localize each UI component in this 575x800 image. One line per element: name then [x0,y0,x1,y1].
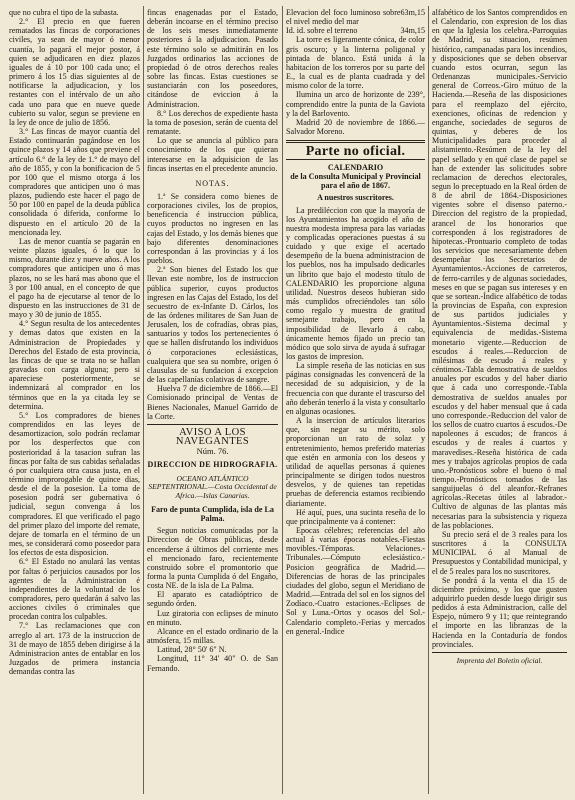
calendar-year: para el año de 1867. [320,181,391,191]
paragraph: que no cubra el tipo de la subasta. [9,8,119,17]
paragraph: 4.° Segun resulta de los antecedentes y demas datos que existen en la Administracion de Propiedades y Derechos del Estado de esta provincia, las fincas de que se trata no se hallan gravadas con carga alguna; pero si apareciese posteriormente, se indemnizará al comprador en los términos que en la ya citada ley se determina. [9,319,140,411]
paragraph: Segun noticias comunicadas por la Direccion de Obras públicas, desde encenderse á últimos del corriente mes el mencionado faro, recientemente construido sobre el promontorio que forma la punta Cumplida ó del Engaño, costa NE. de la isla de La Palma. [147,526,278,591]
column-divider [143,6,144,794]
subscribers-heading: A nuestros suscritores. [317,193,394,203]
divider [147,424,278,425]
printer-imprint: Imprenta del Boletin oficial. [456,655,543,665]
paragraph: Ilumina un arco de horizonte de 239°, comprendido entre la punta de la Gaviota y la del Barlovento. [286,90,425,118]
terrain-value: 34m,15 [400,26,425,36]
column-divider [282,6,283,794]
direccion-heading: DIRECCION DE HIDROGRAFIA. [147,460,278,470]
aviso-title: AVISO A LOS NAVEGANTES [175,426,250,448]
elevation-label: Elevacion del foco luminoso sobre el nivel medio del mar [286,8,401,27]
paragraph: 2.° El precio en que fueren rematados las fincas de corporaciones civiles, ya sean de mayor ó menor cuantía, lo pagará el mejor postor, á quien se adjudicaren en diez plazos iguales de á 10 por 100 cada uno; el primero á los 15 dias siguientes al de notificarse la adjudicacion, y los restantes con el intérvalo de un año cada uno para que en nueve quede cubierto su valor, segun se previene en la ley de once de julio de 1856. [9,17,140,127]
paragraph: Las de menor cuantía se pagarán en veinte plazos iguales, ó lo que lo mismo, durante diez y nueve años. A los compradores que anticipen uno ó mas plazos, no se les hará mas abono que el 3 por 100 anual, en el concepto de que el pago ha de ejecutarse al tenor de lo dispuesto en las instrucciones de 31 de mayo y 30 de junio de 1855. [9,236,140,320]
terrain-label: Id. id. sobre el terreno [286,26,358,36]
calendar-heading: CALENDARIO [327,163,384,173]
aviso-number: Núm. 76. [196,446,229,457]
elevation-row [286,8,425,26]
divider [286,140,425,143]
paragraph: 8.° Los derechos de expediente hasta la toma de posesion, serán de cuenta del rematante. [147,108,278,137]
divider [286,159,425,160]
faro-title: Faro de punta Cumplida, isla de La Palma. [151,504,274,524]
place-date: Huelva 7 de diciembre de 1866.—El Comisionado principal de Ventas de Bienes Nacionales, Manuel Garrido de la Corte. [147,384,278,421]
signature: Madrid 20 de noviembre de 1866.—Salvador Moreno. [286,117,425,137]
paragraph: 3.° Las fincas de mayor cuantía del Estado continuarán pagándose en los quince plazos y 14 años que previene el artículo 6.° de la ley de 1.° de mayo del año de 1855, y con la bonificacion de 5 por 100 que el mismo otorga á los compradores que anticipen uno ó mas plazos, pudiendo este hacer el pago de 50 por 100 en papel de la deuda pública consolidada ó diferida, conforme lo dispuesto en el artículo 20 de la mencionada ley. [9,127,140,237]
notes-heading: NOTAS. [195,178,230,188]
column-4 [432,8,567,794]
paragraph: Su precio será el de 3 reales para los suscritores á la CONSULTA MUNICIPAL ó al Manual de Presupuestos y Contabilidad municipal, y el de 5 reales para los no suscritores. [432,529,567,576]
paragraph: La torre es ligeramente cónica, de color gris oscuro; y la linterna poligonal y pintada de blanco. Está unida á la habitacion de los torreros por su parte del E., la cual es de planta cuadrada y del mismo color de la torre. [286,35,425,91]
paragraph: Luz giratoria con eclipses de minuto en minuto. [147,608,278,627]
paragraph: La prediléccion con que la mayoría de los Ayuntamientos ha acogido el año de nuestra modesta impresa para las variadas y complicadas operaciones puestas á su cuidado y que exige el acertado desempeño de la buena administracion de los pueblos, nos ha impulsado dedicarles un librito que bajo el modesto título de CALENDARIO les proporcione alguna utilidad. Nuestros deseos hubieran sido más cumplidos ofreciéndoles tan sólo como regalo y muestra de gratitud semejante trabajo, pero en la imposibilidad de llevarlo á cabo, únicamente hemos fijado un precio tan módico que solo sirva de ayuda á sufragar los gastos de impresion. [286,205,425,361]
longitude: Longitud, 11° 34' 40" O. de San Fernando. [147,654,278,673]
terrain-row [286,26,425,35]
paragraph: Se pondrá á la venta el dia 15 de diciembre próximo, y los que gusten adquirirlo pueden desde luego dirigir sus pedidos á esta Administracion, calle del Espejo, número 9 y 11; que reintegrando el importe en las libranzas de la Hacienda en la Contaduría de fondos provinciales. [432,575,567,649]
column-2 [147,8,278,794]
column-1 [9,8,140,794]
divider [432,652,567,653]
note: 1.ª Se considera como bienes de corporaciones civiles, los de propios, beneficencia é instruccion pública, cuyos productos no ingresen en las cajas del Estado, y los demás bienes que bajo diferentes denominaciones correspondan á las provincias y á los pueblos. [147,191,278,266]
paragraph: 6.° El Estado no anulará las ventas por faltas ó perjuicios causados por los agentes de la Administracion é independientes de la voluntad de los compradores, pero quedarán á salvo las acciones civiles ó criminales que procedan contra los culpables. [9,557,140,622]
paragraph: Lo que se anuncia al público para conocimiento de los que quieran interesarse en la adquisicion de las fincas insertas en el precedente anuncio. [147,136,278,173]
latitude: Latitud, 28° 50' 6" N. [157,645,227,655]
elevation-value: 63m,15 [400,8,425,17]
paragraph: 7.° Las reclamaciones que con arreglo al art. 173 de la instruccion de 31 de mayo de 1855 deben dirigirse á la Administracion antes de entablar en los Juzgados de primera instancia demandas contra las [9,621,140,677]
column-3 [286,8,425,794]
paragraph: fincas enagenadas por el Estado, deberán incoarse en el término preciso de los seis meses inmediatamente posteriores á la adjudicacion. Pasado este término solo se admitirán en los Juzgados ordinarios las acciones de propiedad ó de otros derechos reales sobre las fincas. Estas cuestiones se sustanciarán con los poseedores, citándose de eviccion á la Administracion. [147,8,278,109]
paragraph: Epocas célebres; referencias del año actual á varias épocas notables.-Fiestas movibles.-Témporas. Velaciones.-Tribunales.—Cómputo eclesiástico.-Posicion geográfica de Madrid.—Diferencias de horas de las principales ciudades del globo, segun el Meridiano de Madrid.—Entrada del sol en los signos del Zodíaco.-Cuatro estaciones.-Eclipses de Sol y Luna.-Ortos y ocasos del Sol.-Calendario completo.-Ferias y mercados en general.-Indice [286,525,425,636]
paragraph: El aparato es catadióptrico de segundo órden. [147,590,278,609]
paragraph: A la insercion de artículos literarios que, sin negar su mérito, solo proporcionan un rato de solaz y entretenimiento, hemos preferido materias que estén en armonía con los deseos y utilidad de aquellas personas á quienes principalmente se dirigen todos nuestros desvelos, y de quienes tan repetidas pruebas de deferencia estamos recibiendo diariamente. [286,416,425,508]
paragraph: 5.° Los compradores de bienes comprendidos en las leyes de desamortizacion, solo podrán reclamar por los desperfectos que con posterioridad á la tasacion sufran las fincas por falta de sus cabidas señaladas ó por cualquiera otra causa justa, en el término improrogable de quince dias, desde el de la posesion. La toma de posesion podrá ser gubernativa ó judicial, segun convenga á los compradores. El que verificado el pago del primer plazo del importe del remate, dejare de tomarla en el término de un mes, se considerará como poseedor para los efectos de esta disposicion. [9,410,140,558]
paragraph: Hé aquí, pues, una sucinta reseña de lo que principalmente va á contener: [286,507,425,526]
paragraph: La simple reseña de las noticias en sus páginas consignadas les convencerá de la necesidad de su adquisicion, y de la frecuencia con que durante el trascurso del año deberán tenerlo á la vista y consultarlo en algunas ocasiones. [286,361,425,416]
paragraph: Alcance en el estado ordinario de la atmósfera, 15 millas. [147,626,278,646]
column-divider [428,6,429,794]
ocean-heading: OCEANO ATLÁNTICO SEPTENTRIONAL.—Costa Occidental de Africa.—Islas Canarias. [148,473,277,501]
section-title: Parte no oficial. [305,144,406,160]
note: 2.ª Son bienes del Estado los que llevan este nombre, los de instruccion pública superior, cuyos productos ingresen en las Cajas del Estado, los del secuestro de ex-Infante D. Cárlos, los de las órdenes militares de San Juan de Jerusalen, los de cofradías, obras pias, santuarios y todos los pertenecientes ó que se hallen disfrutando los individuos ó corporaciones eclesiásticas, cualquiera que sea su nombre, origen ó clausulas de su fundacion á excepcion de las capellanías colativas de sangre. [147,265,278,385]
calendar-subheading: de la Consulta Municipal y Provincial [290,172,421,182]
paragraph: alfabético de los Santos comprendidos en el Calendario, con expresion de los dias en que la Iglesia los celebra.-Parroquias de Madrid, su situacion, resúmen histórico, campanadas para los incendios, y disposiciones que se deben observar cuando estos ocurran, segun las Ordenanzas municipales.-Servicio general de Correos.-Giro mútuo de la Hacienda.—Reseña de las disposiciones para el reemplazo del ejército, exenciones, oficinas de redencion y enganche, sociedades de seguros de quintas, y deberes de los Municipalidades para proceder al alistamiento.-Resúmen de la ley del papel sellado y en qué clase de papel se han de extender las solicitudes sobre reclamacion de derechos electorales, segun lo preceptuado en la Real órden de 8 de abril de 1864.-Disposiciones vigentes sobre el disenso paterno.-Direccion del registro de la propiedad, arancel de los honorarios que corresponden á los registradores de hipotecas.-Prontuario completo de todas los servicios que necesariamente deben desempeñar los Secretarios de Ayuntamientos.-Acciones de carreteros, de ferro-carriles y de algunas sociedades, meses en que se pagan sus intereses y en que se sortean.-Índice alfabético de todas la provincias de España, con expresion de sus partidos judiciales y Ayuntamientos.-Sistema decimal y equivalencia de medidas.-Sistema monetario vigente.—Reduccion de escudos á reales.—Reduccion de milésimas de escudo á reales y céntimos.-Tabla demostrativa de sueldos anuales por escudos y del haber diario que á cada uno corresponde.-Tabla demostrativa de sueldos anuales por escudos y del haber mensual que á cada uno corresponde.-Reduccion del valor de los sellos de cuatro cuartos á escudos.-De napoleones á escudos; de francos á escudos y de reales á cuartos y maravedises.-Reseña histórica de cada mes y trabajos agrícolas propios de cada uno.-Pronósticos sobre el bueno ó mal tiempo.-Pronósticos tomados de las sanguijuelas ó del aleanfor.-Refranes agrícolas.-Recetas útiles al labrador.-Cultivo de algunas de las plantas más necesarias para la subsistencia y riqueza de las poblaciones. [432,8,567,530]
